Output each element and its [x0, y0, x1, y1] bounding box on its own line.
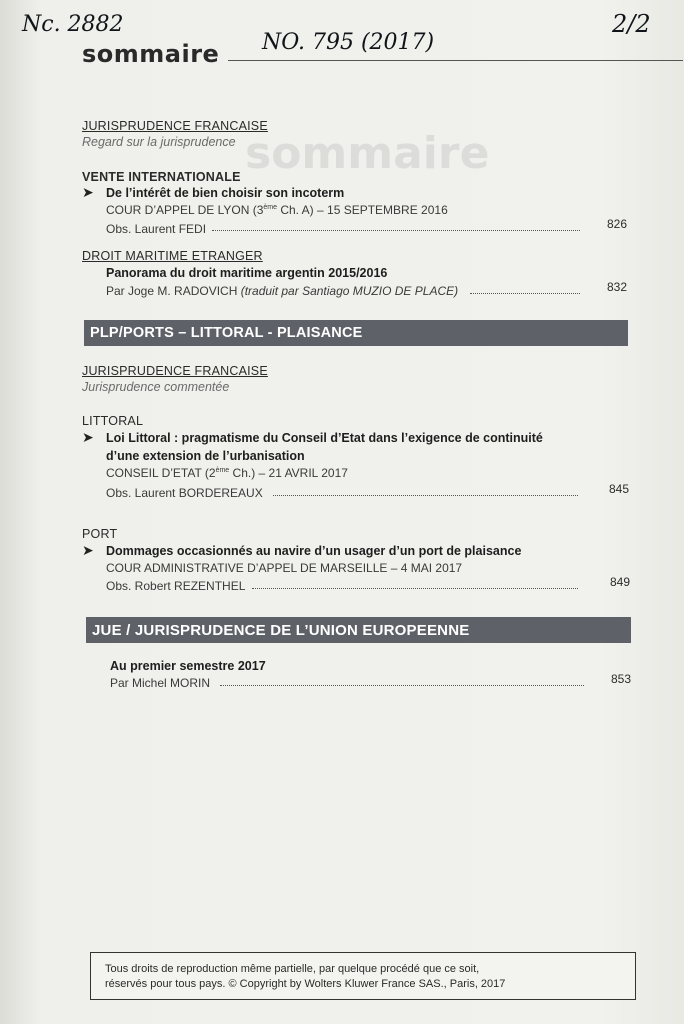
leader-dots	[212, 230, 580, 231]
entry-obs-fedi: Obs. Laurent FEDI	[106, 222, 207, 236]
entry-title-loi-littoral: Loi Littoral : pragmatisme du Conseil d’Etat dans l’exigence de continuité	[106, 431, 543, 445]
entry-title-panorama: Panorama du droit maritime argentin 2015/2016	[106, 266, 388, 280]
title-rule	[228, 60, 683, 61]
right-arrowhead-icon: ➤	[82, 542, 94, 558]
section-jurisprudence-francaise-2	[82, 364, 268, 394]
entry-court-lyon	[106, 203, 448, 217]
page-number-853: 853	[610, 672, 631, 686]
entry-author-morin: Par Michel MORIN	[110, 676, 211, 690]
copyright-notice	[90, 952, 636, 1000]
leader-dots	[252, 588, 578, 589]
entry-obs-rezenthel: Obs. Robert REZENTHEL	[106, 579, 246, 593]
entry-title-loi-littoral-cont: d’une extension de l’urbanisation	[106, 449, 305, 463]
section-title: JURISPRUDENCE FRANCAISE	[82, 364, 268, 378]
court-text: COUR D’APPEL DE LYON (3	[106, 203, 264, 217]
section-jurisprudence-francaise-1	[82, 119, 268, 149]
handwritten-ref: Nc. 2882	[22, 12, 124, 37]
entry-obs-bordereaux: Obs. Laurent BORDEREAUX	[106, 486, 263, 500]
banner-jue: JUE / JURISPRUDENCE DE L’UNION EUROPEENNE	[86, 617, 631, 643]
category-vente-internationale: VENTE INTERNATIONALE	[82, 170, 241, 184]
court-superscript: ème	[263, 204, 277, 211]
copyright-line-2: réservés pour tous pays. © Copyright by Wolters Kluwer France SAS., Paris, 2017	[105, 978, 506, 990]
court-date: Ch. A) – 15 SEPTEMBRE 2016	[277, 203, 448, 217]
court-text: CONSEIL D’ETAT (2	[106, 466, 216, 480]
court-superscript: ème	[215, 467, 230, 474]
entry-title-dommages: Dommages occasionnés au navire d’un usager d’un port de plaisance	[106, 544, 522, 558]
leader-dots	[273, 495, 578, 496]
page-number-826: 826	[606, 217, 627, 231]
entry-court-conseil-etat	[106, 466, 348, 480]
leader-dots	[470, 293, 580, 294]
leader-dots	[220, 685, 584, 686]
handwritten-issue-number: NO. 795 (2017)	[262, 30, 435, 55]
court-date: Ch.) – 21 AVRIL 2017	[229, 466, 348, 480]
page-number-845: 845	[608, 482, 629, 496]
section-subtitle: Jurisprudence commentée	[82, 380, 230, 394]
translator-text: (traduit par Santiago MUZIO DE PLACE)	[240, 284, 459, 298]
page-number-849: 849	[609, 575, 630, 589]
right-arrowhead-icon: ➤	[82, 184, 94, 200]
page-number-832: 832	[606, 280, 627, 294]
category-droit-maritime-etranger: DROIT MARITIME ETRANGER	[82, 249, 263, 263]
page-title: sommaire	[82, 40, 220, 68]
entry-title-incoterm: De l’intérêt de bien choisir son incoterm	[106, 186, 345, 200]
entry-court-marseille: COUR ADMINISTRATIVE D’APPEL DE MARSEILLE – 4 MAI 2017	[106, 561, 463, 575]
banner-plp-ports: PLP/PORTS – LITTORAL - PLAISANCE	[84, 320, 628, 346]
entry-title-premier-semestre: Au premier semestre 2017	[110, 659, 266, 673]
entry-author-radovich	[106, 284, 458, 298]
handwritten-page-fraction: 2/2	[612, 10, 651, 38]
section-subtitle: Regard sur la jurisprudence	[82, 135, 236, 149]
author-text: Par Joge M. RADOVICH	[106, 284, 241, 298]
right-arrowhead-icon: ➤	[82, 429, 94, 445]
bleed-through-watermark: sommaire	[245, 128, 490, 179]
category-littoral: LITTORAL	[82, 414, 144, 428]
copyright-line-1: Tous droits de reproduction même partielle, par quelque procédé que ce soit,	[105, 963, 480, 975]
category-port: PORT	[82, 527, 118, 541]
section-title: JURISPRUDENCE FRANCAISE	[82, 119, 268, 133]
